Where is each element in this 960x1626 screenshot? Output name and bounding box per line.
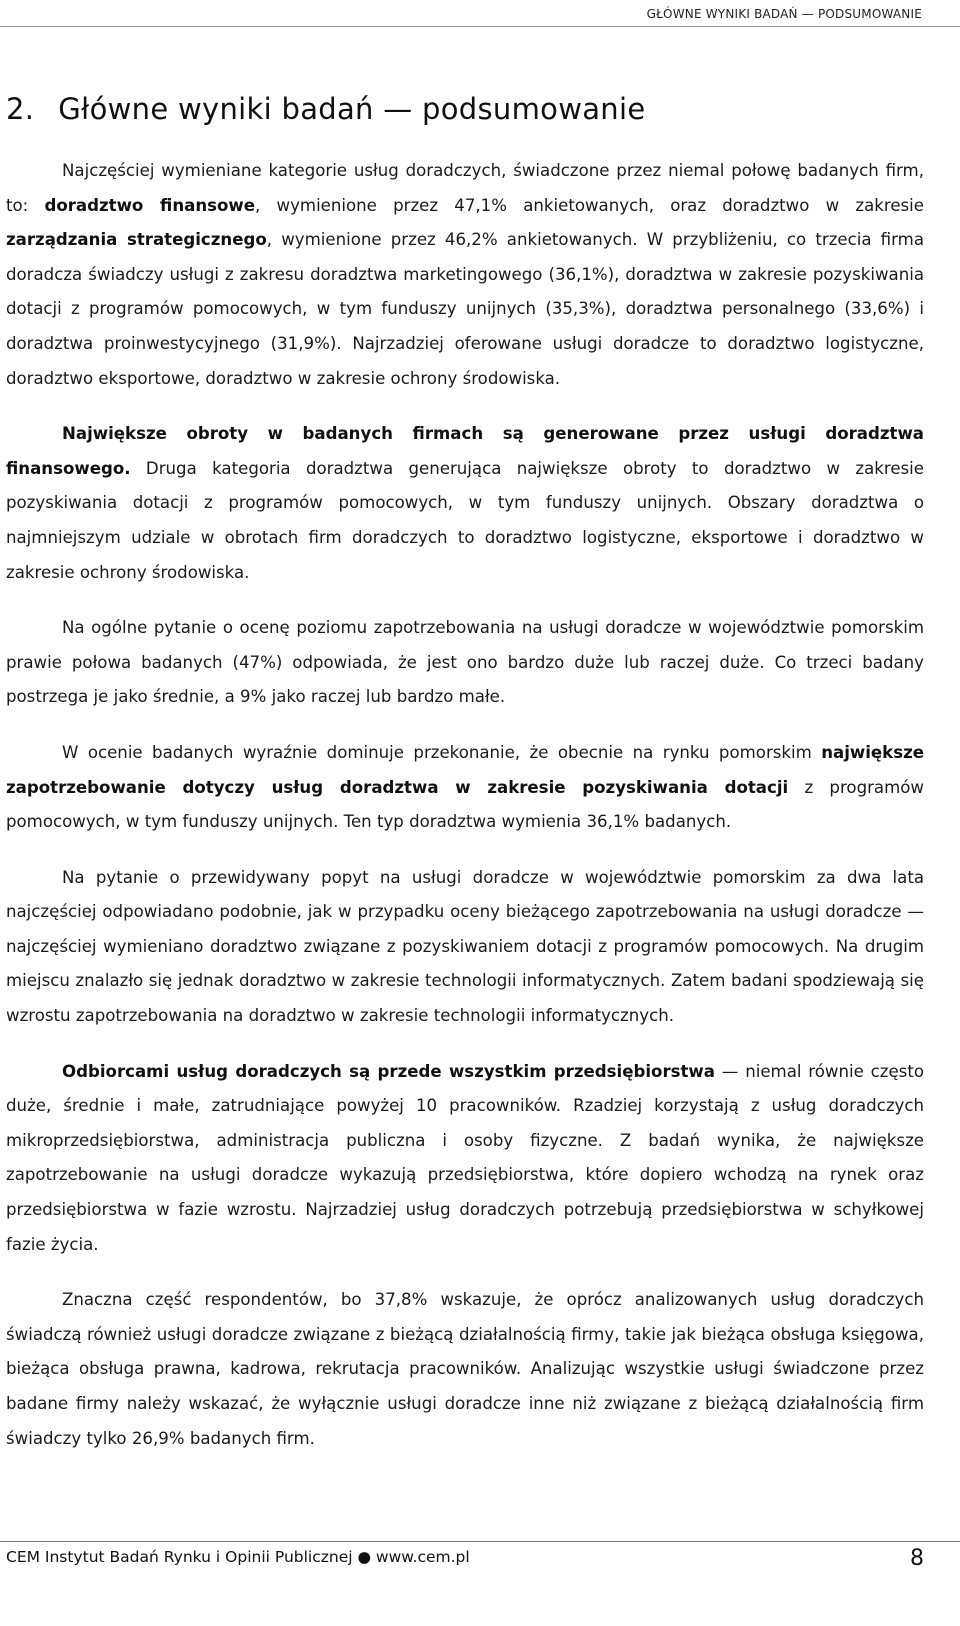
emphasis-text: Największe obroty w badanych firmach są generowane przez usługi doradztwa finansowego.	[6, 424, 924, 478]
emphasis-text: zarządzania strategicznego	[6, 230, 267, 250]
paragraph	[6, 1055, 924, 1263]
paragraph	[6, 1283, 924, 1456]
paragraph-text: W ocenie badanych wyraźnie dominuje przekonanie, że obecnie na rynku pomorskim	[62, 742, 822, 762]
paragraph-text: , wymienione przez 46,2% ankietowanych. W przybliżeniu, co trzecia firma doradcza świadczy usługi z zakresu doradztwa marketingowego (36,1%), doradztwa w zakresie pozyskiwania dotacji z programów pomocowych, w tym funduszy unijnych (35,3%), doradztwa personalnego (33,6%) i doradztwa proinwestycyjnego (31,9%). Najrzadziej oferowane usługi doradcze to doradztwo logistyczne, doradztwo eksportowe, doradztwo w zakresie ochrony środowiska.	[6, 230, 924, 388]
body-text	[6, 154, 924, 1477]
paragraph-text: z programów pomocowych, w tym funduszy unijnych. Ten typ doradztwa wymienia 36,1% badanych.	[6, 777, 924, 832]
emphasis-text: doradztwo finansowe	[44, 195, 256, 215]
paragraph	[6, 611, 924, 715]
paragraph	[6, 861, 924, 1034]
paragraph	[6, 736, 924, 840]
paragraph	[6, 417, 924, 590]
page-number: 8	[910, 1546, 924, 1571]
paragraph-text: Druga kategoria doradztwa generująca największe obroty to doradztwo w zakresie pozyskiwania dotacji z programów pomocowych, w tym funduszy unijnych. Obszary doradztwa o najmniejszym udziale w obrotach firm doradczych to doradztwo logistyczne, eksportowe i doradztwo w zakresie ochrony środowiska.	[6, 458, 924, 582]
section-title-text: Główne wyniki badań — podsumowanie	[58, 92, 646, 126]
paragraph-text: — niemal równie często duże, średnie i małe, zatrudniające powyżej 10 pracowników. Rzadziej korzystają z usług doradczych mikroprzedsiębiorstwa, administracja publiczna i osoby fizyczne. Z badań wynika, że największe zapotrzebowanie na usługi doradcze wykazują przedsiębiorstwa, które dopiero wchodzą na rynek oraz przedsiębiorstwa w fazie wzrostu. Najrzadziej usług doradczych potrzebują przedsiębiorstwa w schyłkowej fazie życia.	[6, 1061, 924, 1254]
paragraph	[6, 154, 924, 396]
emphasis-text: największe zapotrzebowanie dotyczy usług doradztwa w zakresie pozyskiwania dotacji	[6, 742, 924, 797]
footer-publisher: CEM Instytut Badań Rynku i Opinii Publicznej ● www.cem.pl	[6, 1548, 470, 1566]
paragraph-text: Najczęściej wymieniane kategorie usług doradczych, świadczone przez niemal połowę badanych firm, to:	[6, 161, 924, 215]
header-divider	[0, 26, 960, 27]
paragraph-text: Na ogólne pytanie o ocenę poziomu zapotrzebowania na usługi doradcze w województwie pomorskim prawie połowa badanych (47%) odpowiada, że jest ono bardzo duże lub raczej duże. Co trzeci badany postrzega je jako średnie, a 9% jako raczej lub bardzo małe.	[6, 618, 924, 707]
footer-divider	[0, 1541, 960, 1542]
section-number: 2.	[6, 92, 35, 126]
paragraph-text: , wymienione przez 47,1% ankietowanych, oraz doradztwo w zakresie	[255, 195, 925, 215]
section-title	[6, 92, 645, 126]
emphasis-text: Odbiorcami usług doradczych są przede wszystkim przedsiębiorstwa	[62, 1061, 715, 1081]
running-header: GŁÓWNE WYNIKI BADAŃ — PODSUMOWANIE	[646, 7, 922, 21]
paragraph-text: Na pytanie o przewidywany popyt na usługi doradcze w województwie pomorskim za dwa lata najczęściej odpowiadano podobnie, jak w przypadku oceny bieżącego zapotrzebowania na usługi doradcze — najczęściej wymieniano doradztwo związane z pozyskiwaniem dotacji z programów pomocowych. Na drugim miejscu znalazło się jednak doradztwo w zakresie technologii informatycznych. Zatem badani spodziewają się wzrostu zapotrzebowania na doradztwo w zakresie technologii informatycznych.	[6, 867, 924, 1026]
paragraph-text: Znaczna część respondentów, bo 37,8% wskazuje, że oprócz analizowanych usług doradczych świadczą również usługi doradcze związane z bieżącą działalnością firmy, takie jak bieżąca obsługa księgowa, bieżąca obsługa prawna, kadrowa, rekrutacja pracowników. Analizując wszystkie usługi świadczone przez badane firmy należy wskazać, że wyłącznie usługi doradcze inne niż związane z bieżącą działalnością firm świadczy tylko 26,9% badanych firm.	[6, 1290, 924, 1448]
